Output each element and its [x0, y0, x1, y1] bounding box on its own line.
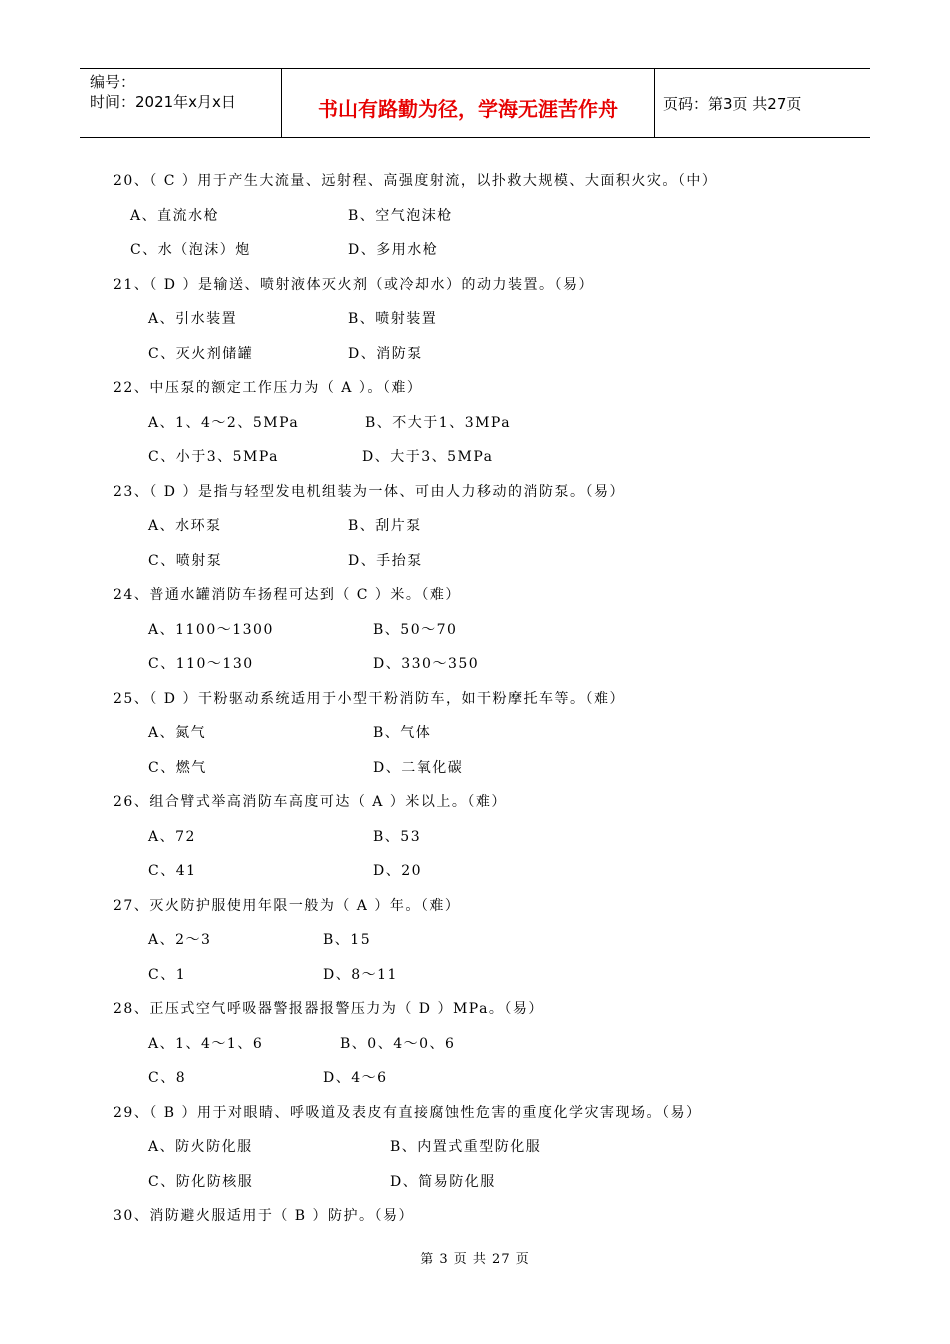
question-stem: 29、（ B ）用于对眼睛、呼吸道及表皮有直接腐蚀性危害的重度化学灾害现场。（易）: [113, 1105, 702, 1121]
question-stem: 21、（ D ）是输送、喷射液体灭火剂（或冷却水）的动力装置。（易）: [113, 277, 594, 293]
page-footer: 第 3 页 共 27 页: [420, 1252, 530, 1267]
option-d: D、大于3、5MPa: [362, 449, 494, 465]
question-stem: 25、（ D ）干粉驱动系统适用于小型干粉消防车，如干粉摩托车等。（难）: [113, 691, 625, 707]
page-header: [80, 68, 870, 138]
option-b: B、喷射装置: [348, 311, 438, 327]
option-c: C、110～130: [148, 656, 254, 672]
option-c: C、1: [148, 967, 187, 983]
option-c: C、灭火剂储罐: [148, 346, 254, 362]
option-d: D、20: [373, 863, 423, 879]
option-d: D、8～11: [323, 967, 398, 983]
question-stem: 24、普通水罐消防车扬程可达到（ C ）米。（难）: [113, 587, 461, 603]
option-a: A、直流水枪: [130, 208, 220, 224]
header-motto-cell: [281, 69, 655, 137]
option-a: A、氮气: [148, 725, 207, 741]
option-a: A、引水装置: [148, 311, 238, 327]
question-stem: 27、灭火防护服使用年限一般为（ A ）年。（难）: [113, 898, 461, 914]
option-a: A、水环泵: [148, 518, 222, 534]
question-stem: 26、组合臂式举高消防车高度可达（ A ）米以上。（难）: [113, 794, 507, 810]
motto-text: 书山有路勤为径，学海无涯苦作舟: [318, 97, 618, 121]
option-b: B、刮片泵: [348, 518, 422, 534]
header-meta-cell: [80, 69, 280, 137]
option-b: B、50～70: [373, 622, 458, 638]
option-a: A、2～3: [148, 932, 212, 948]
option-b: B、0、4～0、6: [340, 1036, 456, 1052]
option-c: C、8: [148, 1070, 187, 1086]
option-a: A、1、4～1、6: [148, 1036, 264, 1052]
option-c: C、水（泡沫）炮: [130, 242, 251, 258]
option-d: D、消防泵: [348, 346, 423, 362]
option-a: A、1、4～2、5MPa: [148, 415, 300, 431]
option-c: C、喷射泵: [148, 553, 223, 569]
option-b: B、内置式重型防化服: [390, 1139, 542, 1155]
serial-label: 编号：: [90, 73, 136, 91]
page-info: 页码：第3页 共27页: [663, 95, 802, 113]
question-stem: 23、（ D ）是指与轻型发电机组装为一体、可由人力移动的消防泵。（易）: [113, 484, 625, 500]
option-c: C、小于3、5MPa: [148, 449, 279, 465]
option-d: D、简易防化服: [390, 1174, 496, 1190]
option-d: D、330～350: [373, 656, 480, 672]
option-b: B、空气泡沫枪: [348, 208, 453, 224]
question-stem: 30、消防避火服适用于（ B ）防护。（易）: [113, 1208, 415, 1224]
option-c: C、燃气: [148, 760, 207, 776]
option-a: A、防火防化服: [148, 1139, 253, 1155]
option-d: D、二氧化碳: [373, 760, 464, 776]
option-d: D、手抬泵: [348, 553, 423, 569]
option-d: D、多用水枪: [348, 242, 439, 258]
time-label: 时间：2021年x月x日: [90, 93, 236, 111]
header-page-cell: [655, 69, 870, 137]
option-a: A、72: [148, 829, 196, 845]
option-b: B、53: [373, 829, 422, 845]
option-d: D、4～6: [323, 1070, 388, 1086]
option-b: B、气体: [373, 725, 432, 741]
option-b: B、不大于1、3MPa: [365, 415, 512, 431]
question-stem: 22、中压泵的额定工作压力为（ A ）。（难）: [113, 380, 423, 396]
option-c: C、防化防核服: [148, 1174, 254, 1190]
question-stem: 28、正压式空气呼吸器警报器报警压力为（ D ）MPa。（易）: [113, 1001, 544, 1017]
question-stem: 20、（ C ）用于产生大流量、远射程、高强度射流，以扑救大规模、大面积火灾。（中）: [113, 173, 718, 189]
option-b: B、15: [323, 932, 372, 948]
option-c: C、41: [148, 863, 197, 879]
option-a: A、1100～1300: [148, 622, 274, 638]
